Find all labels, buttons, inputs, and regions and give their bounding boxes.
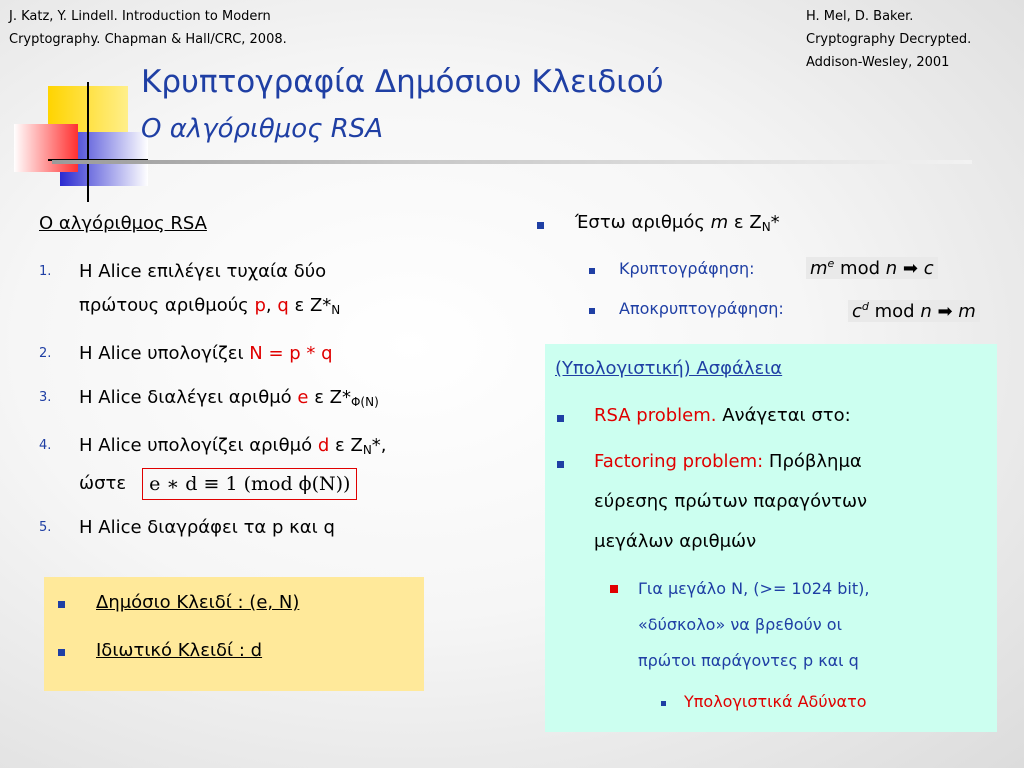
message-item: Έστω αριθμός m ε $Z_N*$ (575, 212, 780, 234)
reference-katz-lindell (9, 5, 287, 51)
title-divider (52, 160, 972, 164)
step-text: Η Alice διαγράφει τα p και q (79, 517, 335, 538)
bullet-icon (537, 222, 544, 229)
step-text-line2: ώστε e ∗ d ≡ 1 (mod ϕ(N)) (79, 467, 509, 501)
bullet-icon (589, 308, 595, 314)
step-text: Η Alice υπολογίζει αριθμό d ε $Z_N*$, (79, 435, 387, 457)
decryption-formula: $c^d$ mod n ➡ m (848, 300, 980, 322)
step-number: 5. (39, 520, 52, 535)
reference-line: Cryptography. Chapman & Hall/CRC, 2008. (9, 32, 287, 47)
bullet-icon (589, 268, 595, 274)
step-2 (39, 337, 509, 371)
decorative-squares (12, 82, 148, 204)
step-number: 4. (39, 438, 52, 453)
rsa-problem-item: RSA problem. Ανάγεται στο: (594, 405, 851, 426)
step-text: Η Alice επιλέγει τυχαία δύο (79, 261, 327, 282)
encryption-label: Κρυπτογράφηση: (619, 259, 755, 278)
step-3 (39, 381, 509, 419)
bullet-icon (58, 649, 65, 656)
private-key-item: Ιδιωτικό Κλειδί : d (96, 640, 263, 661)
step-text: Η Alice υπολογίζει N = p * q (79, 343, 333, 364)
step-text-line2: πρώτους αριθμούς p, q ε $Z*_N$ (79, 295, 341, 317)
bullet-icon (557, 415, 564, 422)
reference-line: J. Katz, Y. Lindell. Introduction to Modern (9, 9, 271, 24)
rsa-heading: Ο αλγόριθμος RSA (39, 213, 207, 234)
step-number: 1. (39, 264, 52, 279)
modular-inverse-formula: e ∗ d ≡ 1 (mod ϕ(N)) (142, 468, 357, 500)
step-number: 2. (39, 346, 52, 361)
large-n-item: Για μεγάλο Ν, (>= 1024 bit), «δύσκολο» να βρεθούν οι πρώτοι παράγοντες p και q (638, 579, 870, 670)
step-text: Η Alice διαλέγει αριθμό e ε $Z*_{\Phi(N)}$ (79, 387, 379, 409)
encryption-formula: $m^e$ mod n ➡ c (806, 257, 938, 279)
reference-line: Cryptography Decrypted. (806, 32, 972, 47)
step-number: 3. (39, 390, 52, 405)
reference-line: H. Mel, D. Baker. (806, 9, 914, 24)
infeasible-item: Υπολογιστικά Αδύνατο (684, 692, 867, 711)
reference-mel-baker (806, 5, 971, 74)
security-heading: (Υπολογιστική) Ασφάλεια (555, 358, 783, 379)
bullet-icon (58, 601, 65, 608)
bullet-icon (610, 585, 618, 593)
rsa-steps-list (39, 255, 509, 555)
reference-line: Addison-Wesley, 2001 (806, 55, 950, 70)
factoring-problem-item: Factoring problem: Πρόβλημα εύρεσης πρώτων παραγόντων μεγάλων αριθμών (594, 451, 868, 552)
step-1 (39, 255, 509, 327)
decryption-label: Αποκρυπτογράφηση: (619, 299, 784, 318)
slide-title: Κρυπτογραφία Δημόσιου Κλειδιού (141, 64, 664, 100)
bullet-icon (661, 701, 666, 706)
step-5 (39, 511, 509, 545)
public-key-item: Δημόσιο Κλειδί : (e, N) (96, 592, 300, 613)
bullet-icon (557, 461, 564, 468)
slide-subtitle: Ο αλγόριθμος RSA (141, 114, 384, 144)
step-4 (39, 429, 509, 501)
